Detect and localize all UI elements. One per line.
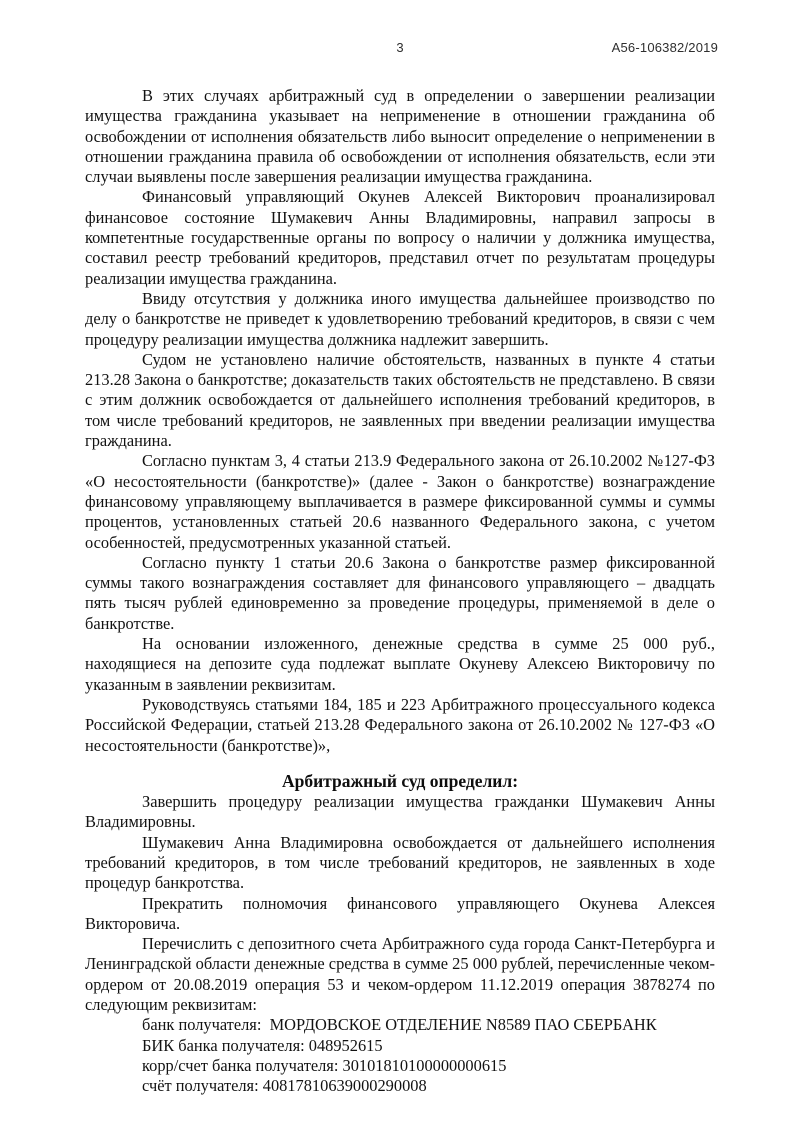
paragraph-no-assets: Ввиду отсутствия у должника иного имущества дальнейшее производство по делу о банкротстве не приведет к удовлетворению требований кредиторов, в связи с чем процедуру реализации имущества должника надлежит завершить. bbox=[85, 288, 715, 349]
ruling-transfer-funds: Перечислить с депозитного счета Арбитражного суда города Санкт-Петербурга и Ленинградской области денежные средства в сумме 25 000 рублей, перечисленные чеком-ордером от 20.08.2019 операция 53 и чеком-ордером 11.12.2019 операция 3878274 по следующим реквизитам: bbox=[85, 934, 715, 1015]
page-number: 3 bbox=[396, 40, 404, 55]
payment-requisites bbox=[142, 1015, 715, 1096]
document-body bbox=[85, 86, 715, 1097]
paragraph-law-213-9: Согласно пунктам 3, 4 статьи 213.9 Федерального закона от 26.10.2002 №127-ФЗ «О несостоятельности (банкротстве)» (далее - Закон о банкротстве) вознаграждение финансовому управляющему выплачивается в размере фиксированной суммы и суммы процентов, установленных статьей 20.6 названного Федерального закона, с учетом особенностей, предусмотренных указанной статьей. bbox=[85, 451, 715, 552]
ruling-debtor-release: Шумакевич Анна Владимировна освобождается от дальнейшего исполнения требований кредиторов, в том числе требований кредиторов, не заявленных в ходе процедур банкротства. bbox=[85, 832, 715, 893]
requisite-recipient-bank: банк получателя: МОРДОВСКОЕ ОТДЕЛЕНИЕ N8589 ПАО СБЕРБАНК bbox=[142, 1015, 657, 1035]
ruling-complete-procedure: Завершить процедуру реализации имущества гражданки Шумакевич Анны Владимировны. bbox=[85, 792, 715, 832]
paragraph-release-rule: В этих случаях арбитражный суд в определении о завершении реализации имущества гражданина указывает на неприменение в отношении гражданина об освобождении от исполнения обязательств либо выносит определение о неприменении в отношении гражданина правила об освобождении от исполнения обязательств, если эти случаи выявлены после завершения реализации имущества гражданина. bbox=[85, 86, 715, 187]
page-header bbox=[85, 40, 718, 56]
paragraph-law-20-6: Согласно пункту 1 статьи 20.6 Закона о банкротстве размер фиксированной суммы такого вознаграждения составляет для финансового управляющего – двадцать пять тысяч рублей единовременно за проведение процедуры, применяемой в деле о банкротстве. bbox=[85, 552, 715, 633]
ruling-heading: Арбитражный суд определил: bbox=[281, 770, 519, 791]
requisite-bik: БИК банка получателя: 048952615 bbox=[142, 1035, 383, 1055]
paragraph-legal-basis: Руководствуясь статьями 184, 185 и 223 Арбитражного процессуального кодекса Российской Федерации, статьей 213.28 Федерального закона от 26.10.2002 № 127-ФЗ «О несостоятельности (банкротстве)», bbox=[85, 694, 715, 755]
requisite-recipient-account: счёт получателя: 40817810639000290008 bbox=[142, 1076, 427, 1096]
requisite-corr-account: корр/счет банка получателя: 30101810100000000615 bbox=[142, 1055, 507, 1075]
paragraph-court-findings: Судом не установлено наличие обстоятельств, названных в пункте 4 статьи 213.28 Закона о банкротстве; доказательств таких обстоятельств не представлено. В связи с этим должник освобождается от дальнейшего исполнения требований кредиторов, в том числе требований кредиторов, не заявленных при введении реализации имущества гражданина. bbox=[85, 349, 715, 451]
paragraph-deposit-payment: На основании изложенного, денежные средства в сумме 25 000 руб., находящиеся на депозите суда подлежат выплате Окуневу Алексею Викторовичу по указанным в заявлении реквизитам. bbox=[85, 634, 715, 694]
ruling-terminate-manager: Прекратить полномочия финансового управляющего Окунева Алексея Викторовича. bbox=[85, 893, 715, 933]
case-number: А56-106382/2019 bbox=[611, 40, 718, 55]
paragraph-manager-report: Финансовый управляющий Окунев Алексей Викторович проанализировал финансовое состояние Шумакевич Анны Владимировны, направил запросы в компетентные государственные органы по вопросу о наличии у должника имущества, составил реестр требований кредиторов, представил отчет по результатам процедуры реализации имущества гражданина. bbox=[85, 187, 715, 288]
